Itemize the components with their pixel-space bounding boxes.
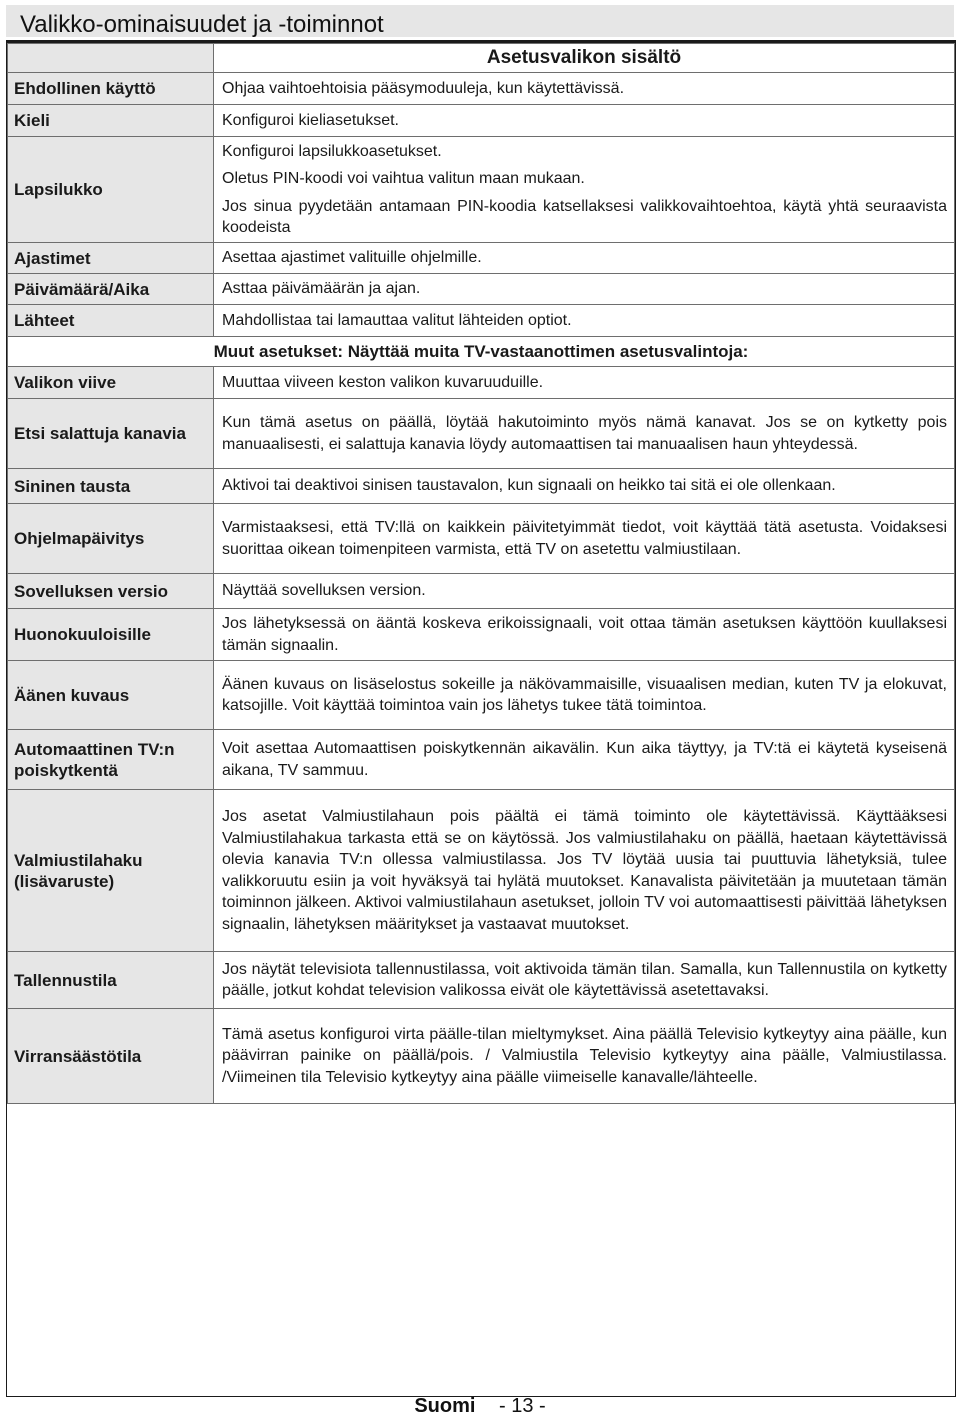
table-row	[8, 367, 955, 399]
table-row	[8, 609, 955, 661]
section-heading: Muut asetukset: Näyttää muita TV-vastaanottimen asetusvalintoja:	[8, 337, 955, 367]
row-description: Ohjaa vaihtoehtoisia pääsymoduuleja, kun käytettävissä.	[214, 73, 955, 105]
row-description: Tämä asetus konfiguroi virta päälle-tilan mieltymykset. Aina päällä Televisio kytkeytyy aina päälle, kun päävirran painike on päällä/pois. / Valmiustila Televisio kytkeytyy aina päälle, Valmiustilassa. /Viimeinen tila Televisio kytkeytyy aina päälle viimeiselle kanavalle/lähteelle.	[214, 1009, 955, 1104]
row-description: Jos asetat Valmiustilahaun pois päältä ei tämä toiminto ole käytettävissä. Käyttääksesi Valmiustilahakua tarkasta että se on käytössä. Jos valmiustilahaku on päällä, haetaan käytettävissä olevia kanavia TV:n ollessa valmiustilassa. Jos TV löytää uusia tai puuttuvia lähetyksiä, tulee valikkoruutu esiin ja voit hyväksyä tai hylätä muutokset. Kanavalista päivitetään ja muutetaan tämän toiminnon jälkeen. Aktivoi valmiustilahaun asetukset, jolloin TV voi automaattisesti päivittää lähetyksen signaalin, lähetyksen määritykset ja vastaavat muutokset.	[214, 790, 955, 952]
row-label: Ajastimet	[8, 243, 214, 274]
table-row	[8, 730, 955, 790]
row-description: Konfiguroi kieliasetukset.	[214, 105, 955, 137]
row-label: Äänen kuvaus	[8, 661, 214, 730]
table-row	[8, 1009, 955, 1104]
table-row	[8, 661, 955, 730]
row-description: Aktivoi tai deaktivoi sinisen taustavalon, kun signaali on heikko tai sitä ei ole ollenkaan.	[214, 469, 955, 504]
row-label: Automaattinen TV:n poiskytkentä	[8, 730, 214, 790]
table-row	[8, 952, 955, 1009]
row-label: Lapsilukko	[8, 137, 214, 243]
row-description: Kun tämä asetus on päällä, löytää hakutoiminto myös nämä kanavat. Jos se on kytketty pois manuaalisesti, ei salattuja kanavia löydy automaattisen tai manuaalisen haun yhteydessä.	[214, 399, 955, 469]
row-label: Sovelluksen versio	[8, 574, 214, 609]
table-row	[8, 504, 955, 574]
page-title: Valikko-ominaisuudet ja -toiminnot	[20, 11, 384, 38]
title-bar	[6, 5, 954, 37]
table-row	[8, 73, 955, 105]
row-label: Valmiustilahaku (lisävaruste)	[8, 790, 214, 952]
row-description: Muuttaa viiveen keston valikon kuvaruuduille.	[214, 367, 955, 399]
table-row	[8, 305, 955, 337]
row-description: Asettaa ajastimet valituille ohjelmille.	[214, 243, 955, 274]
row-label: Huonokuuloisille	[8, 609, 214, 661]
row-label: Tallennustila	[8, 952, 214, 1009]
row-description: Näyttää sovelluksen version.	[214, 574, 955, 609]
row-label: Kieli	[8, 105, 214, 137]
row-label: Lähteet	[8, 305, 214, 337]
table-row	[8, 105, 955, 137]
row-label: Sininen tausta	[8, 469, 214, 504]
row-label: Valikon viive	[8, 367, 214, 399]
desc-line: Konfiguroi lapsilukkoasetukset.	[222, 142, 442, 160]
desc-line: Oletus PIN-koodi voi vaihtua valitun maan mukaan.	[222, 170, 585, 187]
table-header: Asetusvalikon sisältö	[214, 44, 955, 73]
row-label: Virransäästötila	[8, 1009, 214, 1104]
row-label: Ehdollinen käyttö	[8, 73, 214, 105]
table-row	[8, 399, 955, 469]
table-row	[8, 790, 955, 952]
row-description: Jos lähetyksessä on ääntä koskeva erikoissignaali, voit ottaa tämän asetuksen käyttöön kuullaksesi tämän signaalin.	[214, 609, 955, 661]
page-footer	[0, 1395, 960, 1417]
row-label: Etsi salattuja kanavia	[8, 399, 214, 469]
page-number: - 13 -	[499, 1395, 546, 1417]
header-blank-cell	[8, 44, 214, 73]
table-row	[8, 574, 955, 609]
footer-language: Suomi	[414, 1395, 476, 1417]
table-row	[8, 274, 955, 305]
table-row	[8, 137, 955, 243]
row-label: Ohjelmapäivitys	[8, 504, 214, 574]
row-description: Voit asettaa Automaattisen poiskytkennän aikavälin. Kun aika täyttyy, ja TV:tä ei käytetä kyseisenä aikana, TV sammuu.	[214, 730, 955, 790]
desc-line: Jos sinua pyydetään antamaan PIN-koodia katsellaksesi valikkovaihtoehtoa, käytä yhtä seuraavista koodeista	[222, 197, 947, 236]
row-description: Asttaa päivämäärän ja ajan.	[214, 274, 955, 305]
row-description: Äänen kuvaus on lisäselostus sokeille ja näkövammaisille, visuaalisen median, kuten TV ja elokuvat, katsojille. Voit käyttää toimintoa vain jos lähetys tukee tätä toimintoa.	[214, 661, 955, 730]
row-description: Jos näytät televisiota tallennustilassa, voit aktivoida tämän tilan. Samalla, kun Tallennustila on kytketty päälle, jotkut kohdat television valikossa eivät ole käytettävissä asetettavaksi.	[214, 952, 955, 1009]
table-row	[8, 469, 955, 504]
settings-table	[7, 43, 955, 1104]
row-label: Päivämäärä/Aika	[8, 274, 214, 305]
table-row	[8, 243, 955, 274]
row-description: Mahdollistaa tai lamauttaa valitut lähteiden optiot.	[214, 305, 955, 337]
row-description	[214, 137, 955, 243]
row-description: Varmistaaksesi, että TV:llä on kaikkein päivitetyimmät tiedot, voit käyttää tätä asetusta. Voidaksesi suorittaa oikean toimenpiteen varmista, että TV on asetettu valmiustilaan.	[214, 504, 955, 574]
